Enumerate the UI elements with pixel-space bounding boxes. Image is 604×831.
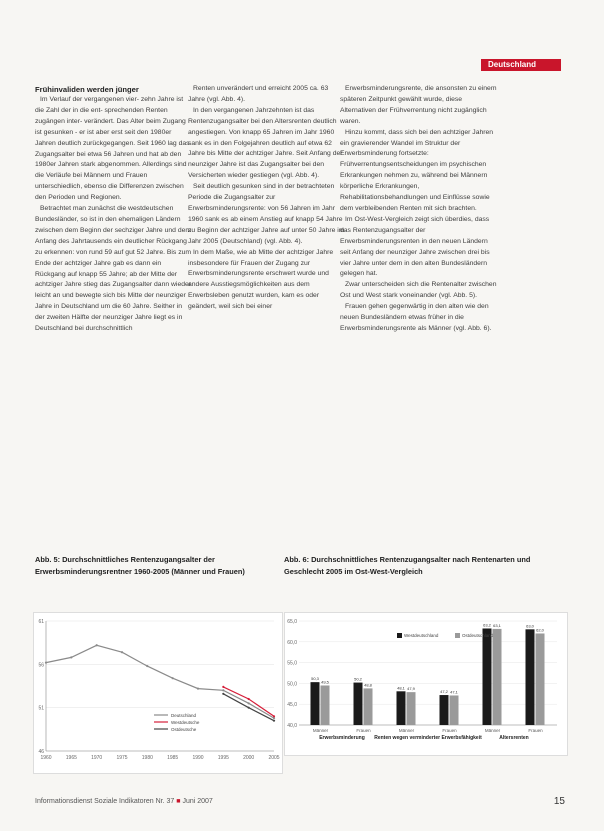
bar-ostdeutschland [493, 629, 502, 725]
bar-westdeutschland [483, 628, 492, 725]
page-number: 15 [553, 796, 565, 807]
bar-westdeutschland [354, 683, 363, 725]
category-label: Männer [312, 728, 329, 733]
category-label: Frauen [356, 728, 371, 733]
legend-label: Westdeutsche [171, 720, 200, 725]
category-label: Männer [484, 728, 501, 733]
data-point [96, 644, 98, 646]
legend-label: Westdeutschland [404, 633, 439, 638]
bar-value-label: 48,8 [364, 682, 372, 688]
figure-6-caption: Abb. 6: Durchschnittliches Rentenzugangsalter nach Rentenarten und Geschlecht 2005 im Ost-West-Vergleich [284, 555, 531, 576]
series-line-westdeutsche [223, 687, 274, 716]
bar-ostdeutschland [321, 685, 330, 725]
legend-label: Deutschland [171, 713, 197, 718]
data-point [197, 688, 199, 690]
series-line-deutschland [46, 645, 274, 718]
paragraph: Im Verlauf der vergangenen vier- zehn Jahre ist die Zahl der in die ent- sprechenden Renten zugängen inter- verändert. Das Alter beim Zugang ist gesunken - er ist aber erst seit den 1980er Jahren deutlich zurückgegangen. Seit 1960 lag das Zugangsalter bei etwa 56 Jahren und hat ab den 1980er Jahren stark abgenommen. Allerdings sind die Verläufe bei Männern und Frauen unterschiedlich, ebenso die Differenzen zwischen den Perioden und Regionen. [35, 96, 190, 202]
text-column-1 [35, 84, 193, 335]
category-label: Frauen [528, 728, 543, 733]
paragraph: Hinzu kommt, dass sich bei den achtziger Jahren ein gravierender Wandel im Struktur der Erwerbsminderung fortsetzte: Frühverrentungsentscheidungen im psychischen Erkrankungen nehmen zu, während bei Männern körperliche Erkrankungen, Rehabilitationsbehandlungen und Einflüsse sowie dem verbleibenden Renten mit sich brachten. [340, 128, 494, 212]
legend-label: Ostdeutsche [171, 727, 197, 732]
paragraph: Seit deutlich gesunken sind in der betrachteten Periode die Zugangsalter zur Erwerbsminderungsrente: von 56 Jahren im Jahr 1960 sank es ab einem Anstieg auf knapp 54 Jahre zu Beginn der achtziger Jahre auf unter 50 Jahre im Jahr 2005 (Deutschland) (vgl. Abb. 4). [188, 183, 345, 245]
y-tick-label: 50,0 [287, 681, 297, 688]
legend-swatch [455, 633, 460, 638]
bar-value-label: 50,2 [354, 676, 362, 682]
x-tick-label: 1960 [40, 755, 52, 761]
bar-value-label: 47,1 [450, 689, 458, 695]
legend-swatch [397, 633, 402, 638]
bar-value-label: 63,0 [526, 623, 534, 629]
bar-chart-container [284, 612, 568, 756]
data-point [146, 665, 148, 667]
paragraph: In dem Maße, wie ab Mitte der achtziger Jahre insbesondere für Frauen der Zugang zur Erwerbsminderungsrente erschwert wurde und andere Ausstiegsmöglichkeiten aus dem Erwerbsleben genutzt wurden, kam es oder geändert, weil sich bei einer [188, 248, 334, 311]
data-point [172, 677, 174, 679]
x-tick-label: 2000 [243, 755, 255, 761]
bar-ostdeutschland [450, 695, 459, 725]
data-point [248, 698, 250, 700]
bar-chart [285, 613, 567, 755]
bar-value-label: 48,1 [397, 685, 405, 691]
bar-westdeutschland [440, 695, 449, 725]
paragraph: Betrachtet man zunächst die westdeutschen Bundesländer, so ist in den ehemaligen Ländern zwischen dem Beginn der sechziger Jahre und dem Anfang des Jahrtausends ein deutlicher Rückgang zu erkennen: von rund 59 auf gut 52 Jahre. Bis zum Ende der achtziger Jahre gab es dann ein Rückgang auf knapp 55 Jahre; ab der Mitte der achtziger Jahre stieg das Zugangsalter dann wieder leicht an und bewegte sich bis Mitte der neunziger Jahre in Deutschland um die 60 Jahre. Seither in der zweiten Hälfte der neunziger Jahre liegt es in Deutschland bei durchschnittlich [35, 205, 192, 333]
y-tick-label: 45,0 [287, 702, 297, 709]
bar-value-label: 47,9 [407, 686, 415, 692]
bar-ostdeutschland [536, 633, 545, 725]
bar-westdeutschland [397, 691, 406, 725]
category-label: Frauen [442, 728, 457, 733]
y-tick-label: 60,0 [287, 639, 297, 646]
y-tick-label: 40,0 [287, 723, 297, 729]
x-tick-label: 2005 [268, 755, 280, 761]
y-tick-label: 55,0 [287, 660, 297, 667]
bar-value-label: 62,0 [536, 627, 544, 633]
text-column-3 [340, 84, 498, 335]
legend-label: Ostdeutschland [462, 633, 494, 638]
bar-value-label: 50,3 [311, 676, 319, 682]
paragraph: In den vergangenen Jahrzehnten ist das Rentenzugangsalter bei den Altersrenten deutlich angestiegen. Von knapp 65 Jahren im Jahr 1960 sank es in den Folgejahren deutlich auf etwa 62 Jahre bis Mitte der achtziger Jahre. Seit Anfang der neunziger Jahre ist das Zugangsalter bei den Versicherten wieder gestiegen (vgl. Abb. 4). [188, 106, 343, 180]
paragraph: Frauen gehen gegenwärtig in den alten wie den neuen Bundesländern etwas früher in die Erwerbsminderungsrente als Männer (vgl. Abb. 6). [340, 303, 492, 332]
bar-value-label: 63,1 [493, 622, 501, 628]
y-tick-label: 65,0 [287, 619, 297, 625]
paragraph: Erwerbsminderungsrente, die ansonsten zu einem späteren Zeitpunkt gewählt wurde, diese Alternativen der Frühverrentung nicht zugänglich waren. [340, 85, 497, 125]
figure-5-caption: Abb. 5: Durchschnittliches Rentenzugangsalter der Erwerbsminderungsrentner 1960-2005 (Männer und Frauen) [35, 555, 245, 576]
x-tick-label: 1975 [116, 755, 128, 761]
bar-value-label: 63,2 [483, 622, 491, 628]
data-point [248, 707, 250, 709]
data-point [222, 689, 224, 691]
data-point [121, 651, 123, 653]
bar-value-label: 47,2 [440, 689, 448, 695]
x-tick-label: 1980 [141, 755, 153, 761]
bar-value-label: 49,5 [321, 679, 329, 685]
bar-ostdeutschland [364, 688, 373, 725]
y-tick-label: 61 [38, 619, 44, 625]
y-tick-label: 51 [38, 705, 44, 712]
page-footer [35, 798, 565, 810]
group-label: Altersrenten [499, 735, 529, 741]
text-column-2 [188, 84, 346, 313]
line-chart [34, 613, 282, 773]
data-point [273, 720, 275, 722]
line-chart-container [33, 612, 283, 774]
footer-source: Informationsdienst Soziale Indikatoren Nr. 37 ■ Juni 2007 [35, 798, 213, 805]
group-label: Renten wegen verminderter Erwerbsfähigkeit [374, 735, 482, 741]
y-tick-label: 46 [38, 749, 44, 755]
x-tick-label: 1990 [192, 755, 204, 761]
section-heading: Frühinvaliden werden jünger [35, 85, 139, 94]
bar-westdeutschland [311, 682, 320, 725]
data-point [70, 656, 72, 658]
paragraph: Im Ost-West-Vergleich zeigt sich überdies, dass das Rentenzugangsalter der Erwerbsminderungsrenten in den neuen Ländern seit Anfang der neunziger Jahre zwischen drei bis vier Jahre unter dem in den alten Bundesländern gelegen hat. [340, 215, 490, 278]
bar-ostdeutschland [407, 692, 416, 725]
x-tick-label: 1970 [91, 755, 103, 761]
x-tick-label: 1965 [65, 755, 77, 761]
data-point [45, 662, 47, 664]
group-label: Erwerbsminderung [319, 735, 365, 741]
paragraph: Renten unverändert und erreicht 2005 ca. 63 Jahre (vgl. Abb. 4). [188, 85, 329, 103]
x-tick-label: 1995 [217, 755, 229, 761]
country-tag: Deutschland [481, 59, 561, 71]
x-tick-label: 1985 [167, 755, 179, 761]
y-tick-label: 56 [38, 662, 44, 669]
data-point [273, 715, 275, 717]
data-point [248, 702, 250, 704]
bar-westdeutschland [526, 629, 535, 725]
data-point [222, 693, 224, 695]
category-label: Männer [398, 728, 415, 733]
paragraph: Zwar unterscheiden sich die Rentenalter zwischen Ost und West stark voneinander (vgl. Abb. 5). [340, 281, 497, 300]
data-point [222, 686, 224, 688]
